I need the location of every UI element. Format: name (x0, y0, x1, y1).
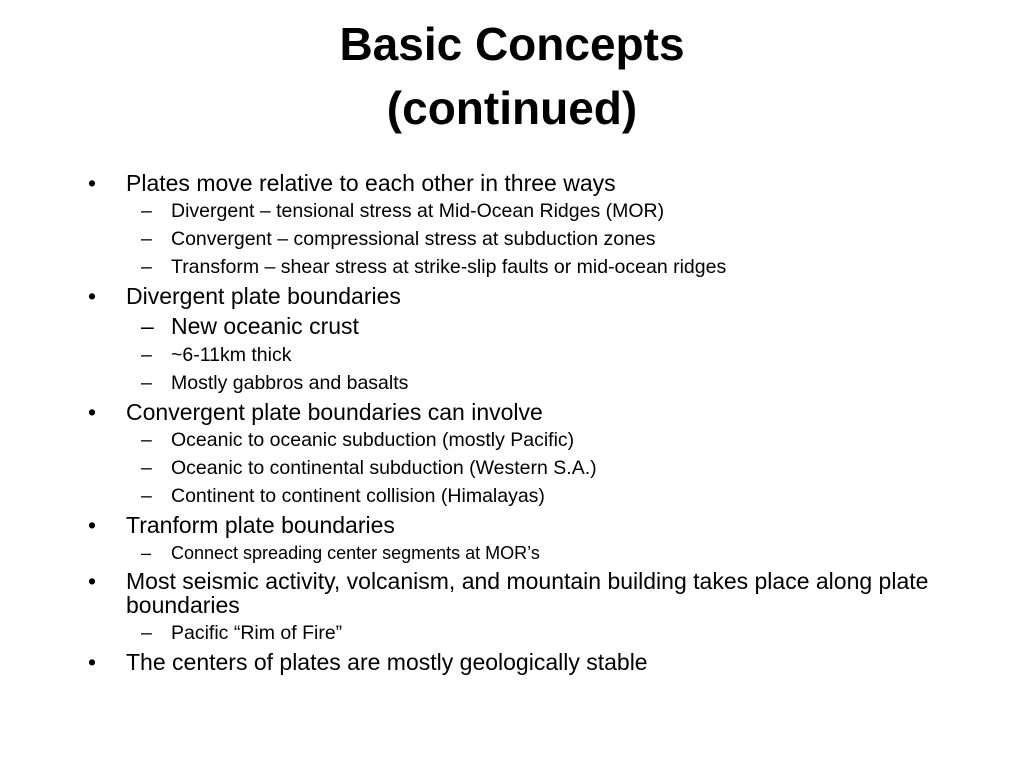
bullet-text: Divergent plate boundaries (126, 283, 401, 309)
sub-bullet-item (88, 372, 968, 395)
bullet-text: Convergent plate boundaries can involve (126, 399, 543, 425)
bullet-text: Most seismic activity, volcanism, and mountain building takes place along plate boundaries (126, 568, 929, 618)
sub-bullet-item (88, 313, 968, 339)
dash-icon: – (141, 228, 152, 250)
title-line-2: (continued) (386, 82, 638, 134)
bullet-text: Plates move relative to each other in three ways (126, 170, 616, 196)
dash-icon: – (141, 256, 152, 278)
dash-icon: – (141, 457, 152, 479)
bullet-item (88, 513, 968, 537)
sub-bullet-text: ~6-11km thick (171, 344, 292, 366)
bullet-icon: • (88, 170, 97, 196)
sub-bullet-text: Oceanic to oceanic subduction (mostly Pacific) (171, 429, 575, 451)
slide-title (0, 12, 1024, 140)
sub-bullet-item (88, 228, 968, 251)
sub-bullet-text: Mostly gabbros and basalts (171, 372, 409, 394)
bullet-item (88, 569, 968, 617)
bullet-item (88, 400, 968, 424)
bullet-icon: • (88, 649, 97, 675)
dash-icon: – (141, 372, 152, 394)
sub-bullet-item (88, 256, 968, 279)
sub-bullet-item (88, 622, 968, 645)
sub-bullet-item (88, 344, 968, 367)
bullet-list (88, 171, 968, 679)
sub-bullet-text: Pacific “Rim of Fire” (171, 622, 343, 644)
bullet-icon: • (88, 512, 97, 538)
sub-bullet-item (88, 457, 968, 480)
dash-icon: – (141, 622, 152, 644)
bullet-icon: • (88, 399, 97, 425)
dash-icon: – (141, 429, 152, 451)
bullet-icon: • (88, 283, 97, 309)
sub-bullet-item (88, 485, 968, 508)
dash-icon: – (141, 313, 154, 339)
sub-bullet-text: New oceanic crust (171, 313, 359, 339)
title-line-1: Basic Concepts (339, 18, 685, 70)
bullet-item (88, 284, 968, 308)
bullet-item (88, 171, 968, 195)
bullet-item (88, 650, 968, 674)
dash-icon: – (141, 344, 152, 366)
sub-bullet-item (88, 542, 968, 564)
bullet-icon: • (88, 568, 97, 594)
sub-bullet-text: Continent to continent collision (Himalayas) (171, 485, 545, 507)
bullet-text: Tranform plate boundaries (126, 512, 395, 538)
sub-bullet-text: Transform – shear stress at strike-slip faults or mid-ocean ridges (171, 256, 727, 278)
dash-icon: – (141, 543, 152, 563)
sub-bullet-text: Oceanic to continental subduction (Western S.A.) (171, 457, 597, 479)
sub-bullet-text: Connect spreading center segments at MOR’s (171, 543, 540, 563)
sub-bullet-text: Divergent – tensional stress at Mid-Ocean Ridges (MOR) (171, 200, 665, 222)
dash-icon: – (141, 200, 152, 222)
sub-bullet-item (88, 200, 968, 223)
bullet-text: The centers of plates are mostly geologically stable (126, 649, 648, 675)
sub-bullet-text: Convergent – compressional stress at subduction zones (171, 228, 656, 250)
dash-icon: – (141, 485, 152, 507)
sub-bullet-item (88, 429, 968, 452)
